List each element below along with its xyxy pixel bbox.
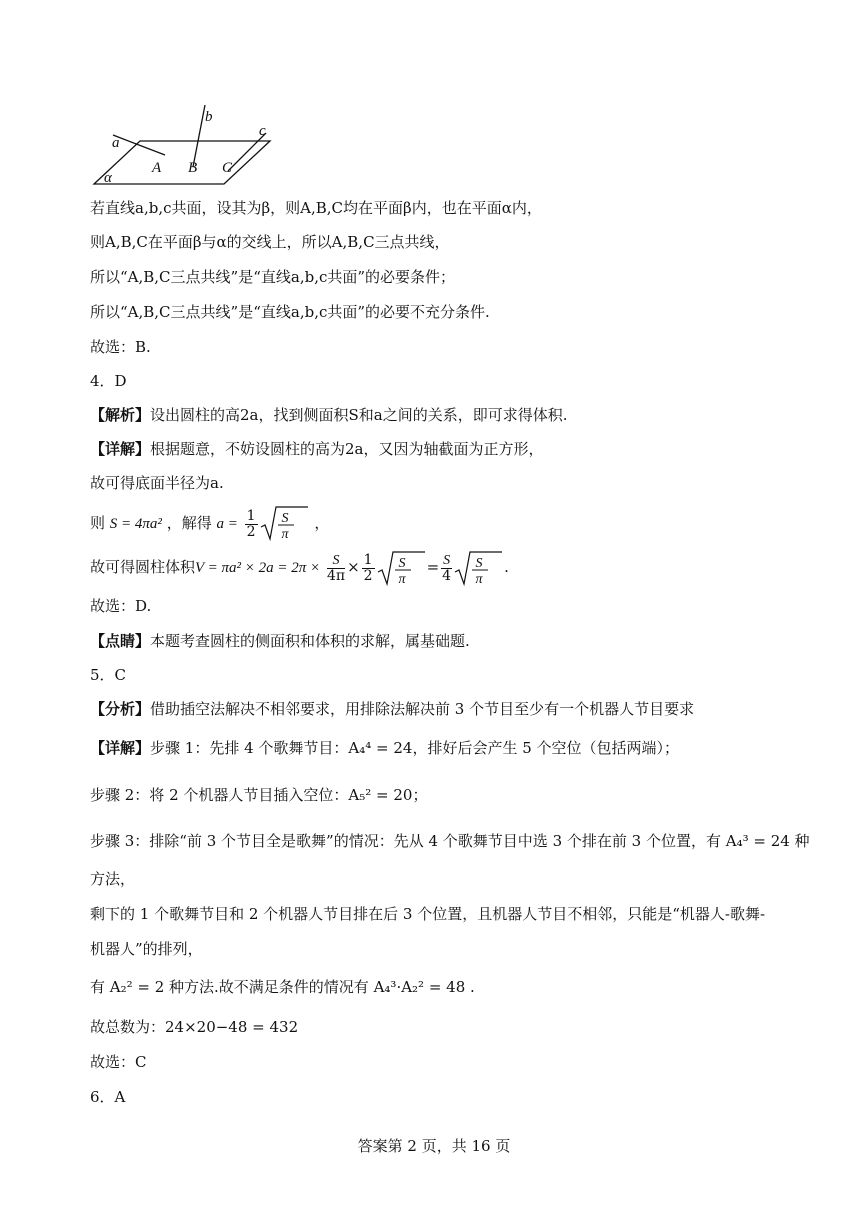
detail-text: 步骤 1：先排 4 个歌舞节目：A₄⁴ = 24，排好后会产生 5 个空位（包括两端）； <box>150 739 680 757</box>
label-b: b <box>205 109 213 125</box>
question-number: 6．A <box>90 1088 126 1106</box>
text-line: 故可得底面半径为a. <box>90 474 224 492</box>
volume-eq: V = πa² × 2a = 2π × <box>195 560 321 576</box>
question-number: 5．C <box>90 666 127 684</box>
formula-suffix: ， <box>314 514 330 532</box>
text-line: 步骤 2：将 2 个机器人节目插入空位：A₅² = 20； <box>90 786 428 804</box>
fraction-half: $\frac{1}{2}$ <box>363 551 373 584</box>
text-line: 所以“A,B,C三点共线”是“直线a,b,c共面”的必要条件； <box>90 268 456 286</box>
section-tag: 【点睛】 <box>90 632 151 650</box>
fraction-half: $\frac{1}{2}$ <box>246 507 256 540</box>
fraction-S-4: $\frac{S}{4}$ <box>442 552 452 584</box>
text-line: 机器人”的排列， <box>90 940 203 958</box>
label-A: A <box>152 160 162 176</box>
section-tag: 【解析】 <box>90 406 151 424</box>
text-line: 所以“A,B,C三点共线”是“直线a,b,c共面”的必要不充分条件. <box>90 303 490 321</box>
line-b <box>193 105 205 167</box>
text-line: 故总数为：24×20−48 = 432 <box>90 1018 299 1036</box>
label-a: a <box>112 135 120 151</box>
plane-alpha-shape <box>94 141 270 184</box>
sqrt-symbol <box>260 505 310 543</box>
text-line: 有 A₂² = 2 种方法.故不满足条件的情况有 A₄³·A₂² = 48 . <box>90 978 475 996</box>
sqrt-symbol <box>454 549 504 588</box>
svg-text:π: π <box>475 571 483 587</box>
formula-line <box>90 505 329 543</box>
formula-prefix: 则 <box>90 514 106 532</box>
detail-paragraph <box>90 439 544 459</box>
volume-formula-line: 故可得圆柱体积V = πa² × 2a = 2π × $\frac{S}{4\pi}$ × $\frac{1}{2}$ S π = $\frac{S}{4}$ S π . <box>90 548 509 588</box>
sqrt-den: π <box>281 527 289 542</box>
formula-a: a = <box>216 516 238 532</box>
remark-paragraph <box>90 631 470 651</box>
sqrt-symbol <box>377 549 427 588</box>
analysis-paragraph <box>90 699 694 719</box>
formula-mid: ，解得 <box>166 514 212 532</box>
analysis-text: 借助插空法解决不相邻要求，用排除法解决前 3 个节目至少有一个机器人节目要求 <box>150 700 695 718</box>
label-B: B <box>188 160 198 176</box>
text-line: 则A,B,C在平面β与α的交线上，所以A,B,C三点共线， <box>90 233 450 251</box>
remark-text: 本题考查圆柱的侧面积和体积的求解，属基础题. <box>150 632 470 650</box>
analysis-text: 设出圆柱的高2a，找到侧面积S和a之间的关系，即可求得体积. <box>150 406 568 424</box>
svg-text:S: S <box>398 555 406 571</box>
section-tag: 【详解】 <box>90 440 151 458</box>
label-C: C <box>222 160 233 176</box>
sqrt-num: S <box>281 511 289 526</box>
question-number: 4．D <box>90 372 127 390</box>
label-plane-alpha: α <box>104 170 112 186</box>
analysis-paragraph <box>90 405 568 425</box>
section-tag: 【详解】 <box>90 739 151 757</box>
section-tag: 【分析】 <box>90 700 151 718</box>
text-line: 故选：C <box>90 1053 147 1071</box>
text-line: 故选：D. <box>90 597 152 615</box>
label-c: c <box>259 123 266 139</box>
svg-text:S: S <box>475 555 483 571</box>
svg-text:π: π <box>398 571 406 587</box>
plane-lines-figure <box>0 95 868 295</box>
fraction-S-4pi: $\frac{S}{4\pi}$ <box>326 552 346 584</box>
page-footer: 答案第 2 页，共 16 页 <box>357 1137 511 1155</box>
line-a <box>113 135 165 155</box>
formula-prefix: 故可得圆柱体积 <box>90 558 196 576</box>
detail-paragraph <box>90 738 679 758</box>
text-line: 步骤 3：排除“前 3 个节目全是歌舞”的情况：先从 4 个歌舞节目中选 3 个排在前 3 个位置，有 A₄³ = 24 种 <box>90 832 810 850</box>
formula-area: S = 4πa² <box>109 516 162 532</box>
text-line: 方法， <box>90 870 136 888</box>
text-line: 若直线a,b,c共面，设其为β，则A,B,C均在平面β内，也在平面α内， <box>90 199 542 217</box>
text-line: 故选：B. <box>90 338 151 356</box>
detail-text: 根据题意，不妨设圆柱的高为2a，又因为轴截面为正方形， <box>150 440 544 458</box>
text-line: 剩下的 1 个歌舞节目和 2 个机器人节目排在后 3 个位置，且机器人节目不相邻，只能是“机器人-歌舞- <box>90 905 766 923</box>
